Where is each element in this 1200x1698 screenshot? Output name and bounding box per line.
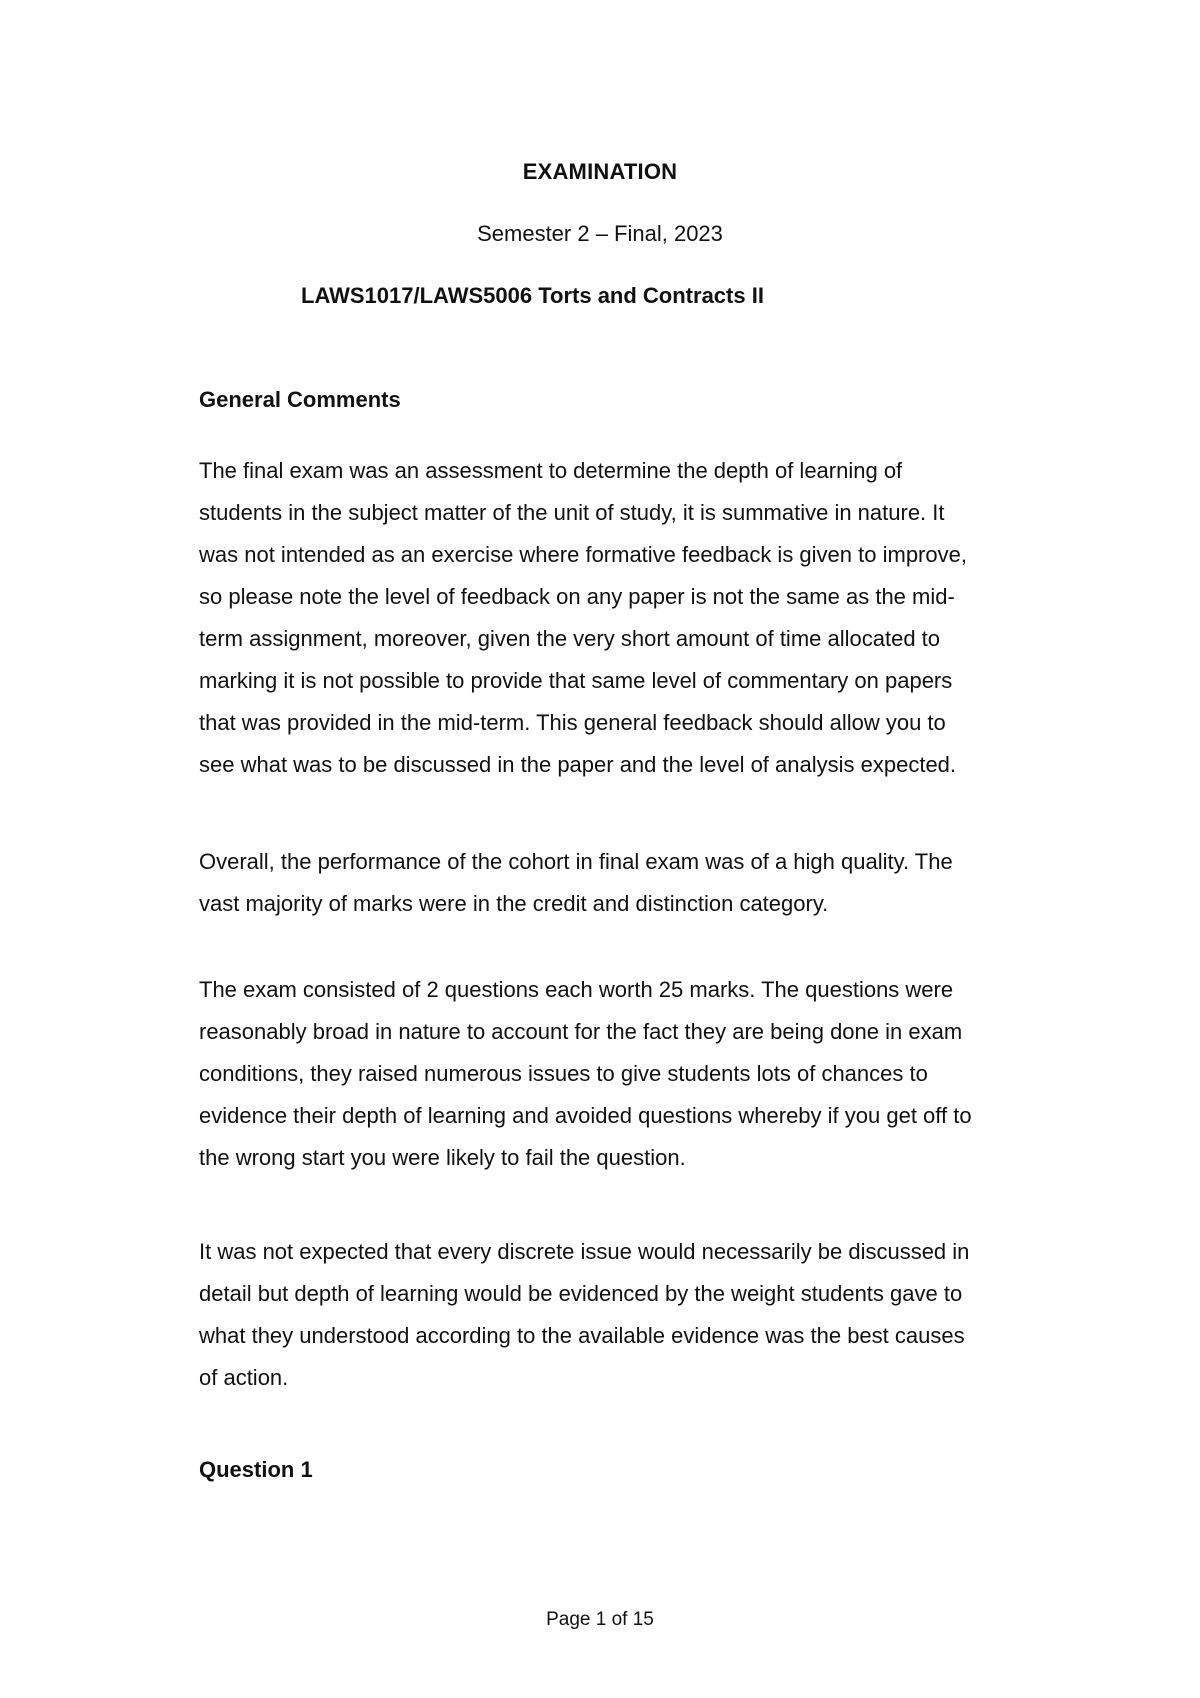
page-number-footer: Page 1 of 15 [546, 1609, 654, 1630]
paragraph-line: so please note the level of feedback on any paper is not the same as the mid- [199, 584, 955, 609]
paragraph-line: marking it is not possible to provide that same level of commentary on papers [199, 668, 953, 693]
paragraph-line: The final exam was an assessment to determine the depth of learning of [199, 458, 903, 483]
paragraph-2 [199, 841, 1079, 925]
paragraph-line: vast majority of marks were in the credit and distinction category. [199, 891, 829, 916]
paragraph-line: what they understood according to the available evidence was the best causes [199, 1323, 965, 1348]
paragraph-line: Overall, the performance of the cohort in final exam was of a high quality. The [199, 849, 953, 874]
paragraph-line: was not intended as an exercise where formative feedback is given to improve, [199, 542, 967, 567]
document-title: EXAMINATION [522, 159, 678, 184]
paragraph-line: detail but depth of learning would be evidenced by the weight students gave to [199, 1281, 963, 1306]
paragraph-line: see what was to be discussed in the paper and the level of analysis expected. [199, 752, 957, 777]
paragraph-line: conditions, they raised numerous issues to give students lots of chances to [199, 1061, 928, 1086]
paragraph-4 [199, 1231, 1079, 1399]
paragraph-3 [199, 969, 1079, 1179]
paragraph-line: the wrong start you were likely to fail the question. [199, 1145, 686, 1170]
course-title: LAWS1017/LAWS5006 Torts and Contracts II [301, 283, 764, 308]
paragraph-line: of action. [199, 1365, 289, 1390]
paragraph-line: term assignment, moreover, given the very short amount of time allocated to [199, 626, 941, 651]
paragraph-line: that was provided in the mid-term. This general feedback should allow you to [199, 710, 946, 735]
paragraph-line: The exam consisted of 2 questions each worth 25 marks. The questions were [199, 977, 954, 1002]
question-1-heading: Question 1 [199, 1457, 313, 1482]
paragraph-line: It was not expected that every discrete issue would necessarily be discussed in [199, 1239, 970, 1264]
paragraph-line: evidence their depth of learning and avoided questions whereby if you get off to [199, 1103, 972, 1128]
document-subtitle: Semester 2 – Final, 2023 [477, 221, 723, 246]
general-comments-heading: General Comments [199, 387, 401, 412]
paragraph-line: reasonably broad in nature to account for the fact they are being done in exam [199, 1019, 963, 1044]
paragraph-line: students in the subject matter of the unit of study, it is summative in nature. It [199, 500, 945, 525]
paragraph-1 [199, 450, 1079, 786]
